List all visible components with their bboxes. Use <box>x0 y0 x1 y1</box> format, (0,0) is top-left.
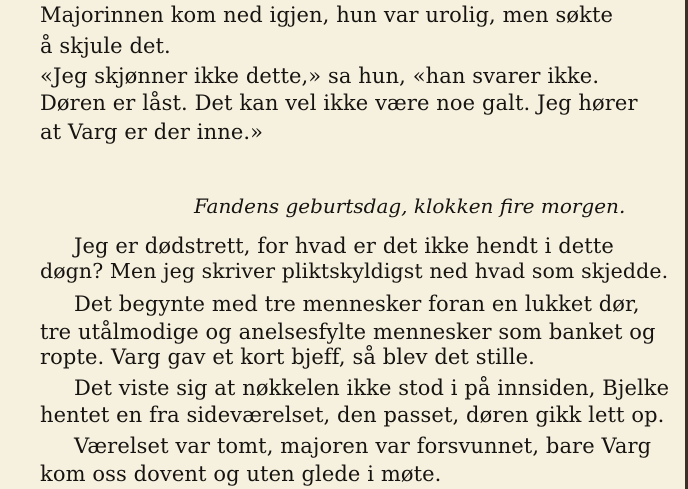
text-line: Jeg er dødstrett, for hvad er det ikke hendt i dette <box>74 234 614 258</box>
text-line: ropte. Varg gav et kort bjeff, så blev det stille. <box>40 345 535 369</box>
text-line: Døren er låst. Det kan vel ikke være noe galt. Jeg hører <box>40 91 638 115</box>
text-line: kom oss dovent og uten glede i møte. <box>40 462 442 486</box>
text-line: Majorinnen kom ned igjen, hun var urolig, men søkte <box>40 3 614 27</box>
text-line: «Jeg skjønner ikke dette,» sa hun, «han svarer ikke. <box>40 64 600 88</box>
text-line: Værelset var tomt, majoren var forsvunnet, bare Varg <box>74 434 652 458</box>
text-line: Det viste sig at nøkkelen ikke stod i på innsiden, Bjelke <box>74 376 670 400</box>
text-line: hentet en fra sideværelset, den passet, døren gikk lett op. <box>40 403 665 427</box>
text-line: Det begynte med tre mennesker foran en lukket dør, <box>74 292 640 316</box>
text-line: døgn? Men jeg skriver pliktskyldigst ned hvad som skjedde. <box>40 259 669 283</box>
section-heading: Fandens geburtsdag, klokken fire morgen. <box>194 194 626 218</box>
text-line: tre utålmodige og anelsesfylte mennesker som banket og <box>40 320 656 344</box>
text-line: at Varg er der inne.» <box>40 120 264 144</box>
text-line: å skjule det. <box>40 34 171 58</box>
